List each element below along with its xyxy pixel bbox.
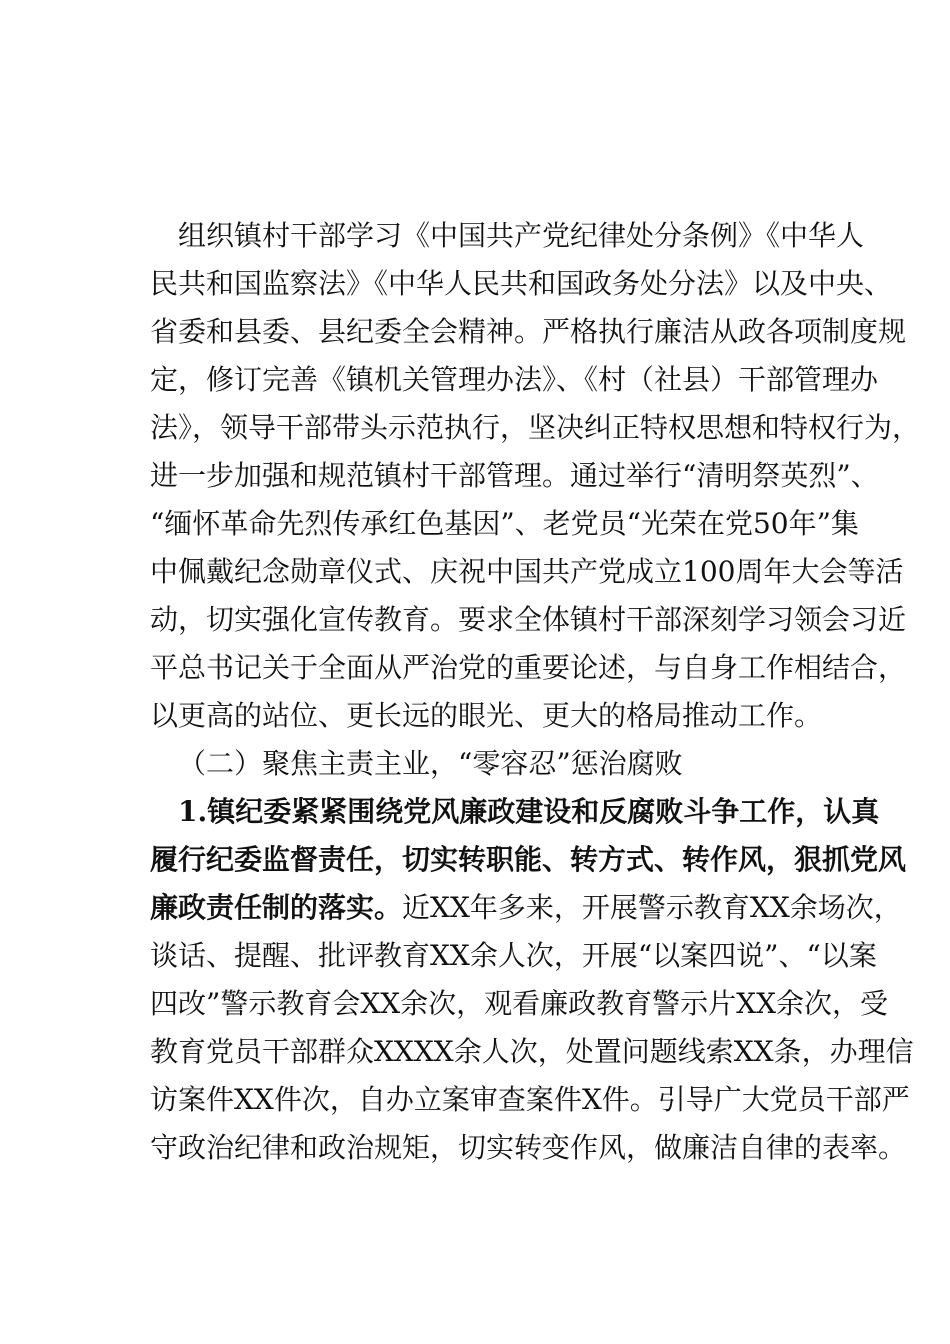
paragraph-line: 以更高的站位、更长远的眼光、更大的格局推动工作。	[150, 699, 823, 732]
paragraph-line: 定，修订完善《镇机关管理办法》、《村（社县）干部管理办	[150, 363, 879, 396]
paragraph-line: 民共和国监察法》《中华人民共和国政务处分法》以及中央、	[150, 267, 893, 300]
paragraph-line: 教育党员干部群众XXXX余人次，处置问题线索XX条，办理信	[150, 1035, 914, 1068]
mixed-line	[150, 884, 902, 932]
paragraph-line: 中佩戴纪念勋章仪式、庆祝中国共产党成立100周年大会等活	[150, 555, 904, 588]
paragraph-line: 访案件XX件次，自办立案审查案件X件。引导广大党员干部严	[150, 1083, 910, 1116]
paragraph-line: 守政治纪律和政治规矩，切实转变作风，做廉洁自律的表率。	[150, 1131, 907, 1164]
bold-text: 1.镇纪委紧紧围绕党风廉政建设和反腐败斗争工作，认真	[178, 795, 880, 828]
paragraph-line: 省委和县委、县纪委全会精神。严格执行廉洁从政各项制度规	[150, 315, 907, 348]
paragraph-line: 四改”警示教育会XX余次，观看廉政教育警示片XX余次，受	[150, 987, 889, 1020]
bold-text: 廉政责任制的落实。	[150, 891, 403, 924]
section-heading: （二）聚焦主责主业，“零容忍”惩治腐败	[178, 747, 683, 780]
bold-line	[150, 836, 907, 884]
paragraph-line: 平总书记关于全面从严治党的重要论述，与自身工作相结合，	[150, 651, 907, 684]
paragraph-line: 进一步加强和规范镇村干部管理。通过举行“清明祭英烈”、	[150, 459, 879, 492]
paragraph-line: 动，切实强化宣传教育。要求全体镇村干部深刻学习领会习近	[150, 603, 907, 636]
paragraph-line: 组织镇村干部学习《中国共产党纪律处分条例》《中华人	[178, 219, 865, 252]
bold-line	[178, 788, 880, 836]
normal-text: 近XX年多来，开展警示教育XX余场次，	[402, 891, 902, 924]
paragraph-line: 法》，领导干部带头示范执行，坚决纠正特权思想和特权行为，	[150, 411, 921, 444]
bold-text: 履行纪委监督责任，切实转职能、转方式、转作风，狠抓党风	[150, 843, 907, 876]
paragraph-line: 谈话、提醒、批评教育XX余人次，开展“以案四说”、“以案	[150, 939, 877, 972]
paragraph-line: “缅怀革命先烈传承红色基因”、老党员“光荣在党50年”集	[150, 507, 859, 540]
